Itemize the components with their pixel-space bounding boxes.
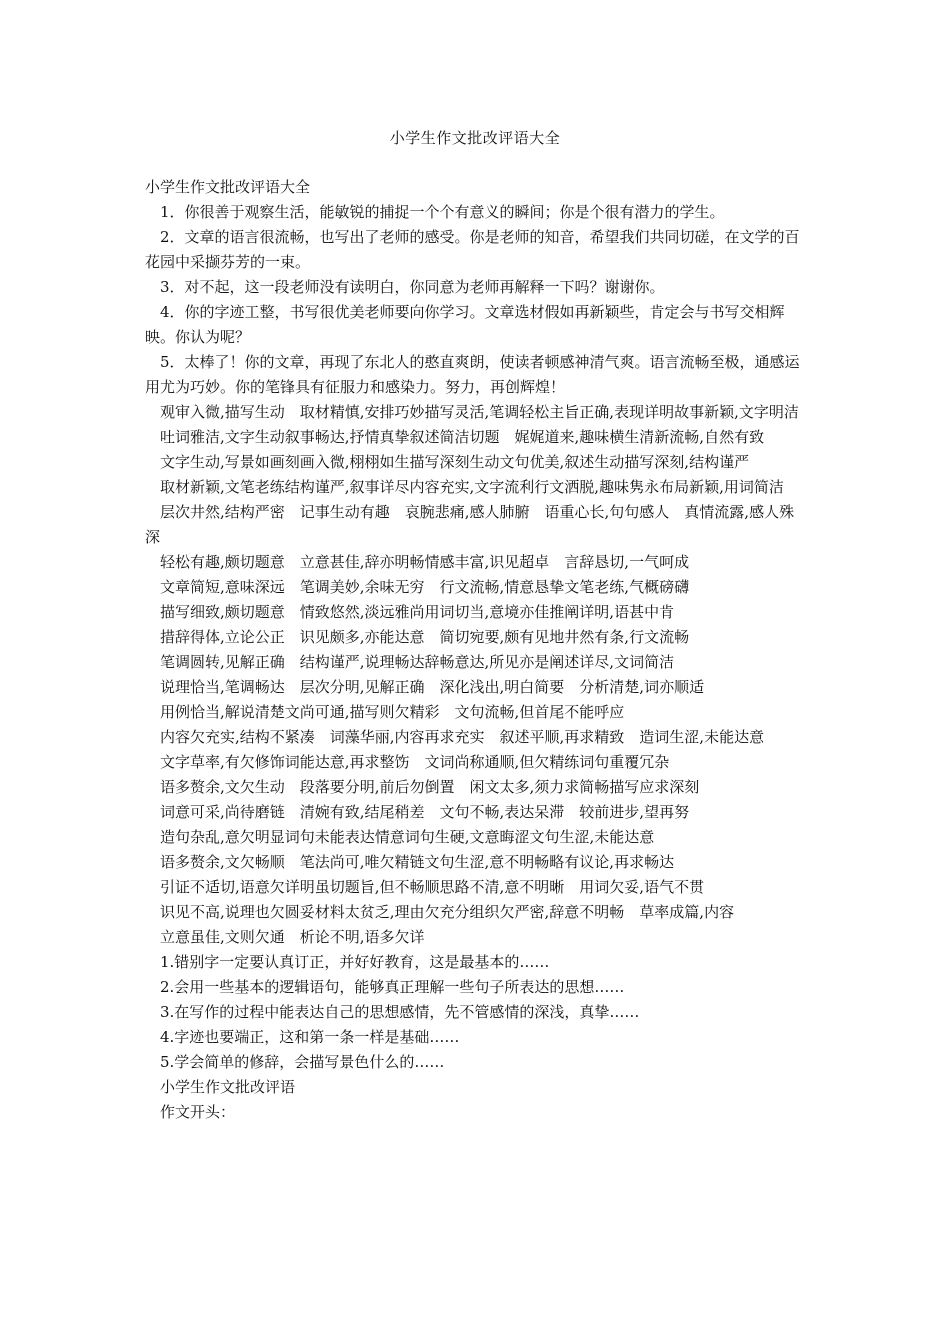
section-heading: 小学生作文批改评语大全 [145, 178, 311, 196]
phrase-line: 语多赘余,文欠生动 段落要分明,前后勿倒置 闲文太多,须力求简畅描写应求深刻 [160, 778, 700, 796]
phrase-line: 文章简短,意味深远 笔调美妙,余味无穷 行文流畅,情意恳挚文笔老练,气概磅礴 [160, 578, 690, 596]
phrase-line: 取材新颖,文笔老练结构谨严,叙事详尽内容充实,文字流利行文洒脱,趣味隽永布局新颖,用词简洁 [160, 478, 784, 496]
comment-item: 3．对不起，这一段老师没有读明白，你同意为老师再解释一下吗？谢谢你。 [160, 278, 665, 296]
phrase-line: 词意可采,尚待磨链 清婉有致,结尾稍差 文句不畅,表达呆滞 较前进步,望再努 [160, 803, 690, 821]
phrase-line: 用例恰当,解说清楚文尚可通,描写则欠精彩 文句流畅,但首尾不能呼应 [160, 703, 625, 721]
subsection-heading: 作文开头： [160, 1103, 236, 1121]
phrase-line: 说理恰当,笔调畅达 层次分明,见解正确 深化浅出,明白简要 分析清楚,词亦顺适 [160, 678, 705, 696]
subsection-heading: 小学生作文批改评语 [160, 1078, 296, 1096]
comment-item: 5．太棒了！你的文章，再现了东北人的憨直爽朗，使读者顿感神清气爽。语言流畅至极，通感运用尤为巧妙。你的笔锋具有征服力和感染力。努力，再创辉煌！ [145, 353, 800, 396]
phrase-line: 文字生动,写景如画刻画入微,栩栩如生描写深刻生动文句优美,叙述生动描写深刻,结构谨严 [160, 453, 750, 471]
tip-item: 4.字迹也要端正，这和第一条一样是基础…… [160, 1028, 460, 1046]
tip-item: 2.会用一些基本的逻辑语句，能够真正理解一些句子所表达的思想…… [160, 978, 625, 996]
phrase-line: 识见不高,说理也欠圆妥材料太贫乏,理由欠充分组织欠严密,辞意不明畅 草率成篇,内容 [160, 903, 735, 921]
comment-item: 2．文章的语言很流畅，也写出了老师的感受。你是老师的知音，希望我们共同切磋，在文学的百花园中采撷芬芳的一束。 [145, 228, 800, 271]
tip-item: 3.在写作的过程中能表达自己的思想感情，先不管感情的深浅，真挚…… [160, 1003, 640, 1021]
phrase-line: 笔调圆转,见解正确 结构谨严,说理畅达辞畅意达,所见亦是阐述详尽,文词简洁 [160, 653, 675, 671]
phrase-line: 语多赘余,文欠畅顺 笔法尚可,唯欠精链文句生涩,意不明畅略有议论,再求畅达 [160, 853, 675, 871]
phrase-line: 观审入微,描写生动 取材精慎,安排巧妙描写灵活,笔调轻松主旨正确,表现详明故事新颖,文字明洁 [160, 403, 799, 421]
tip-item: 1.错别字一定要认真订正，并好好教育，这是最基本的…… [160, 953, 550, 971]
phrase-line: 内容欠充实,结构不紧凑 词藻华丽,内容再求充实 叙述平顺,再求精致 造词生涩,未能达意 [160, 728, 765, 746]
document-title: 小学生作文批改评语大全 [389, 129, 561, 147]
phrase-line: 轻松有趣,颇切题意 立意甚佳,辞亦明畅情感丰富,识见超卓 言辞恳切,一气呵成 [160, 553, 690, 571]
phrase-line: 措辞得体,立论公正 识见颇多,亦能达意 简切宛要,颇有见地井然有条,行文流畅 [160, 628, 690, 646]
document-body [145, 175, 808, 1125]
phrase-line: 描写细致,颇切题意 情致悠然,淡远雅尚用词切当,意境亦佳推阐详明,语甚中肯 [160, 603, 675, 621]
phrase-line: 造句杂乱,意欠明显词句未能表达情意词句生硬,文意晦涩文句生涩,未能达意 [160, 828, 655, 846]
phrase-line: 层次井然,结构严密 记事生动有趣 哀腕悲痛,感人肺腑 语重心长,句句感人 真情流露,感人殊深 [145, 503, 795, 546]
tip-item: 5.学会简单的修辞，会描写景色什么的…… [160, 1053, 445, 1071]
comment-item: 4．你的字迹工整，书写很优美老师要向你学习。文章选材假如再新颖些，肯定会与书写交相辉映。你认为呢？ [145, 303, 785, 346]
phrase-line: 立意虽佳,文则欠通 析论不明,语多欠详 [160, 928, 425, 946]
phrase-line: 引证不适切,语意欠详明虽切题旨,但不畅顺思路不清,意不明晰 用词欠妥,语气不贯 [160, 878, 705, 896]
phrase-line: 文字草率,有欠修饰词能达意,再求整饬 文词尚称通顺,但欠精练词句重覆冗杂 [160, 753, 670, 771]
comment-item: 1．你很善于观察生活，能敏锐的捕捉一个个有意义的瞬间；你是个很有潜力的学生。 [160, 203, 725, 221]
phrase-line: 吐词雅洁,文字生动叙事畅达,抒情真挚叙述简洁切题 娓娓道来,趣味横生清新流畅,自然有致 [160, 428, 765, 446]
